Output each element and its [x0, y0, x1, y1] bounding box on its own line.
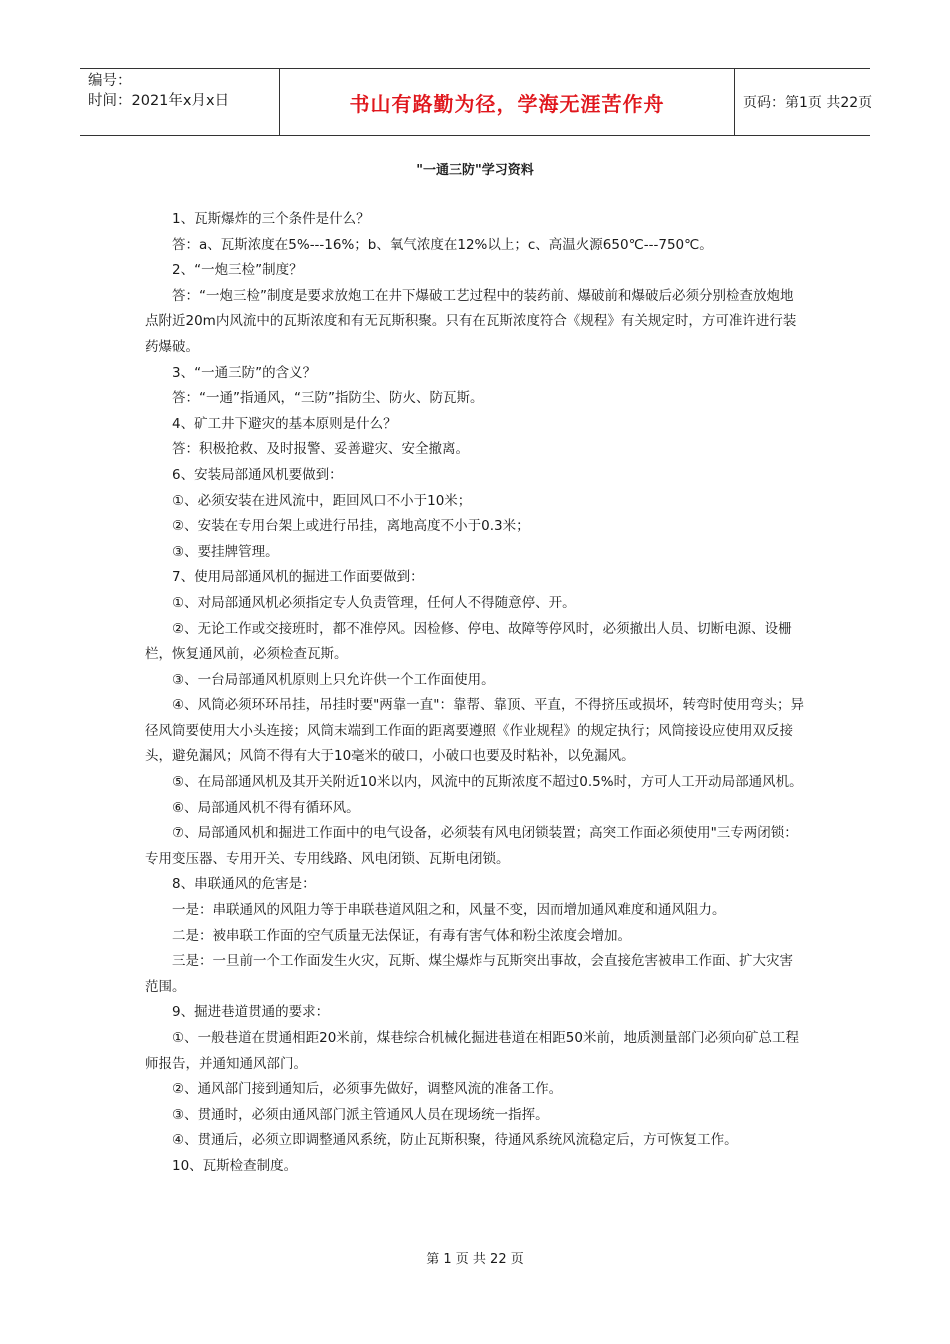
paragraph: ②、通风部门接到通知后，必须事先做好，调整风流的准备工作。 [172, 1081, 563, 1098]
paragraph: 二是：被串联工作面的空气质量无法保证，有毒有害气体和粉尘浓度会增加。 [172, 927, 631, 944]
paragraph: 2、“一炮三检”制度？ [172, 262, 303, 279]
footer-page-number: 第 1 页 共 22 页 [426, 1252, 524, 1267]
paragraph: 答：“一通”指通风，“三防”指防尘、防火、防瓦斯。 [172, 390, 484, 407]
paragraph: ②、安装在专用台架上或进行吊挂，离地高度不小于0.3米； [172, 518, 530, 535]
paragraph: ⑤、在局部通风机及其开关附近10米以内，风流中的瓦斯浓度不超过0.5%时，方可人工开动局部通风机。 [172, 774, 803, 791]
paragraph: 答：a、瓦斯浓度在5%---16%；b、氧气浓度在12%以上；c、高温火源650℃---750℃。 [172, 236, 713, 253]
document-body [145, 207, 805, 1180]
paragraph: 6、安装局部通风机要做到： [172, 466, 343, 483]
document-code-label: 编号： [88, 73, 132, 89]
paragraph: 一是：串联通风的风阻力等于串联巷道风阻之和，风量不变，因而增加通风难度和通风阻力。 [172, 902, 726, 919]
paragraph: 10、瓦斯检查制度。 [172, 1157, 298, 1174]
paragraph: ⑥、局部通风机不得有循环风。 [172, 799, 360, 816]
paragraph: 答：“一炮三检”制度是要求放炮工在井下爆破工艺过程中的装药前、爆破前和爆破后必须分别检查放炮地点附近20m内风流中的瓦斯浓度和有无瓦斯积聚。只有在瓦斯浓度符合《规程》有关规定时，方可准许进行装药爆破。 [145, 287, 797, 355]
paragraph: ⑦、局部通风机和掘进工作面中的电气设备，必须装有风电闭锁装置；高突工作面必须使用"三专两闭锁：专用变压器、专用开关、专用线路、风电闭锁、瓦斯电闭锁。 [145, 825, 798, 867]
paragraph: ③、一台局部通风机原则上只允许供一个工作面使用。 [172, 671, 495, 688]
paragraph: ③、要挂牌管理。 [172, 543, 279, 560]
paragraph: ①、必须安装在进风流中，距回风口不小于10米； [172, 492, 472, 509]
document-title: "一通三防"学习资料 [416, 163, 534, 178]
paragraph: 三是：一旦前一个工作面发生火灾，瓦斯、煤尘爆炸与瓦斯突出事故，会直接危害被串工作面、扩大灾害范围。 [145, 953, 793, 995]
paragraph: ①、对局部通风机必须指定专人负责管理，任何人不得随意停、开。 [172, 594, 576, 611]
paragraph: ④、贯通后，必须立即调整通风系统，防止瓦斯积聚，待通风系统风流稳定后，方可恢复工作。 [172, 1132, 738, 1149]
paragraph: ④、风筒必须环环吊挂，吊挂时要"两靠一直"：靠帮、靠顶、平直，不得挤压或损坏，转弯时使用弯头；异径风筒要使用大小头连接；风筒末端到工作面的距离要遵照《作业规程》的规定执行；风筒接设应使用双反接头，避免漏风；风筒不得有大于10毫米的破口，小破口也要及时粘补，以免漏风。 [145, 697, 805, 765]
paragraph: 1、瓦斯爆炸的三个条件是什么？ [172, 211, 370, 227]
header-motto: 书山有路勤为径，学海无涯苦作舟 [280, 69, 735, 135]
paragraph: 4、矿工井下避灾的基本原则是什么？ [172, 415, 397, 432]
paragraph: 7、使用局部通风机的掘进工作面要做到： [172, 569, 424, 586]
paragraph: 答：积极抢救、及时报警、妥善避灾、安全撤离。 [172, 441, 469, 458]
header-page-info: 页码：第1页 共22页 [743, 95, 873, 111]
paragraph: 8、串联通风的危害是： [172, 876, 316, 893]
paragraph: ①、一般巷道在贯通相距20米前，煤巷综合机械化掘进巷道在相距50米前，地质测量部门必须向矿总工程师报告，并通知通风部门。 [145, 1030, 799, 1072]
paragraph: ③、贯通时，必须由通风部门派主管通风人员在现场统一指挥。 [172, 1106, 549, 1123]
paragraph: 9、掘进巷道贯通的要求： [172, 1004, 330, 1021]
document-time-label: 时间：2021年x月x日 [88, 93, 230, 109]
paragraph: 3、“一通三防”的含义？ [172, 364, 317, 381]
header-meta [80, 69, 280, 135]
paragraph: ②、无论工作或交接班时，都不准停风。因检修、停电、故障等停风时，必须撤出人员、切断电源、设栅栏，恢复通风前，必须检查瓦斯。 [145, 620, 792, 663]
page-header [80, 68, 873, 136]
page-footer [0, 1248, 950, 1267]
